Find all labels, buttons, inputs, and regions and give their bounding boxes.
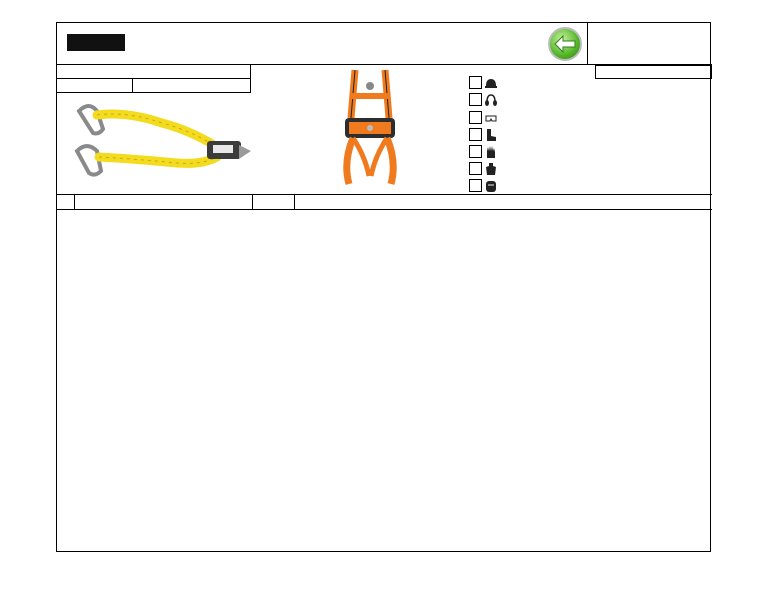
epi-item-ear-protector	[469, 93, 500, 106]
goggles-icon	[485, 112, 497, 124]
epi-checkbox[interactable]	[469, 111, 482, 124]
epi-checkbox[interactable]	[469, 128, 482, 141]
epi-item-goggles	[469, 111, 500, 124]
day-headers	[295, 195, 712, 209]
company-logo	[67, 34, 125, 58]
boot-icon	[485, 129, 497, 141]
epi-item-helmet	[469, 76, 500, 89]
epi-checkbox[interactable]	[469, 162, 482, 175]
epi-checkbox[interactable]	[469, 76, 482, 89]
epi-checkbox[interactable]	[469, 145, 482, 158]
epi-checkbox[interactable]	[469, 179, 482, 192]
col-periodo-header	[253, 195, 295, 209]
back-button[interactable]	[548, 27, 582, 61]
checklist-sheet	[56, 22, 711, 552]
apron-icon	[485, 163, 497, 175]
col-itens-header	[75, 195, 253, 209]
epi-checkbox[interactable]	[469, 93, 482, 106]
helmet-icon	[485, 77, 497, 89]
lanyard-image	[67, 101, 255, 189]
epi-item-apron	[469, 162, 500, 175]
harness-image	[325, 66, 415, 192]
empresa-field[interactable]	[57, 65, 251, 79]
welding-mask-icon	[485, 180, 497, 192]
logo-mark	[67, 34, 125, 51]
glove-icon	[485, 146, 497, 158]
col-item-header	[57, 195, 75, 209]
table-header	[57, 194, 712, 210]
date-field[interactable]	[595, 65, 712, 79]
epi-item-welding-mask	[469, 179, 500, 192]
tipo-equip-field[interactable]	[57, 79, 251, 93]
responsavel-box[interactable]	[587, 23, 712, 64]
back-arrow-icon	[554, 35, 576, 53]
epi-item-glove	[469, 145, 500, 158]
epi-item-boot	[469, 128, 500, 141]
ear-protector-icon	[485, 94, 497, 106]
